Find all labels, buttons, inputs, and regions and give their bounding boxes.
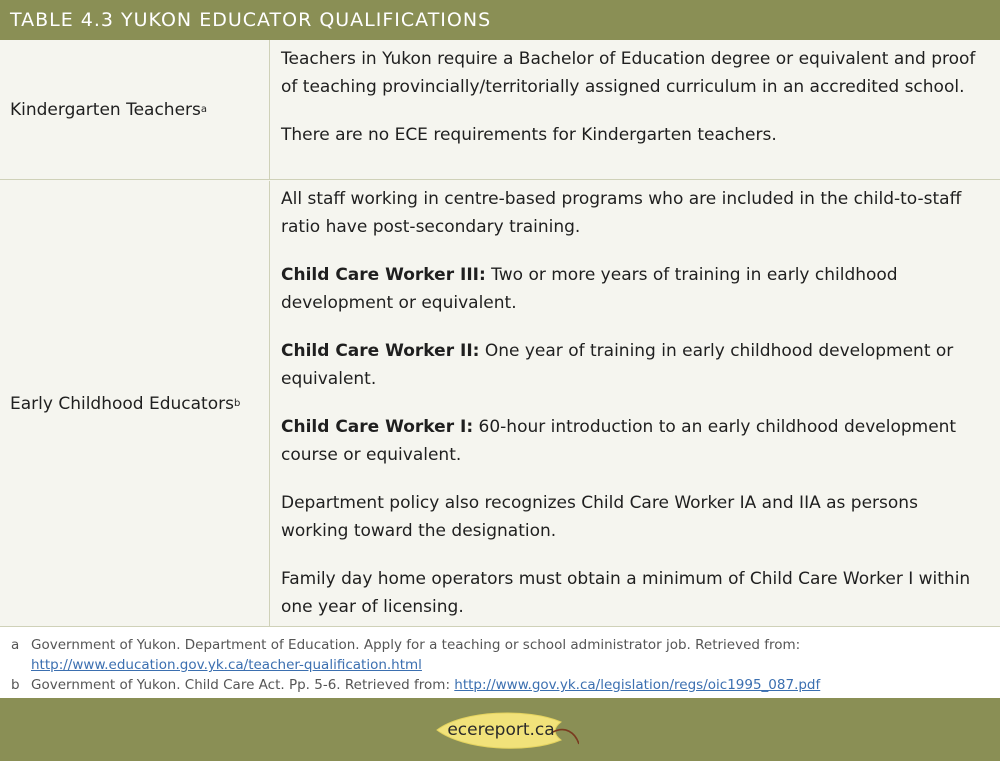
footnote-text: Government of Yukon. Department of Education. Apply for a teaching or school administrator job. Retrieved from:: [31, 637, 801, 653]
site-logo-text[interactable]: ecereport.ca: [447, 720, 555, 740]
table-row-kindergarten: [0, 40, 1000, 180]
footnotes: [0, 626, 1000, 698]
row-label-cell: [0, 181, 270, 626]
row-description-cell: [281, 45, 986, 169]
footnote-ref: b: [233, 398, 241, 409]
description-paragraph: Department policy also recognizes Child Care Worker IA and IIA as persons working toward the designation.: [281, 493, 918, 541]
footnote-link[interactable]: http://www.gov.yk.ca/legislation/regs/oic1995_087.pdf: [454, 677, 821, 693]
footnote-marker: a: [11, 637, 20, 653]
table-row-early-childhood: [0, 181, 1000, 626]
description-paragraph: Child Care Worker III: Two or more years of training in early childhood development or equivalent.: [281, 265, 898, 313]
row-description-cell: [281, 185, 986, 641]
table-title: TABLE 4.3 YUKON EDUCATOR QUALIFICATIONS: [0, 0, 1000, 40]
footer: [0, 698, 1000, 761]
description-paragraph: All staff working in centre-based programs who are included in the child-to-staff ratio have post-secondary training.: [281, 189, 962, 237]
description-paragraph: Child Care Worker I: 60-hour introduction to an early childhood development course or equivalent.: [281, 417, 957, 465]
row-label-cell: [0, 40, 270, 179]
row-label: Kindergarten Teachers: [10, 99, 201, 120]
footnote-a: [0, 635, 1000, 675]
description-paragraph: Child Care Worker II: One year of training in early childhood development or equivalent.: [281, 341, 954, 389]
row-label: Early Childhood Educators: [10, 393, 234, 414]
footnote-text: Government of Yukon. Child Care Act. Pp. 5-6. Retrieved from:: [31, 677, 455, 693]
description-paragraph: Family day home operators must obtain a minimum of Child Care Worker I within one year of licensing.: [281, 569, 971, 617]
footnote-ref: a: [200, 104, 208, 115]
description-paragraph: Teachers in Yukon require a Bachelor of Education degree or equivalent and proof of teaching provincially/territorially assigned curriculum in an accredited school.: [281, 49, 976, 97]
footnote-b: [0, 675, 1000, 695]
description-paragraph: There are no ECE requirements for Kindergarten teachers.: [281, 125, 777, 145]
footnote-link[interactable]: http://www.education.gov.yk.ca/teacher-qualification.html: [31, 657, 422, 673]
qualifications-table: [0, 40, 1000, 626]
footnote-marker: b: [11, 677, 20, 693]
